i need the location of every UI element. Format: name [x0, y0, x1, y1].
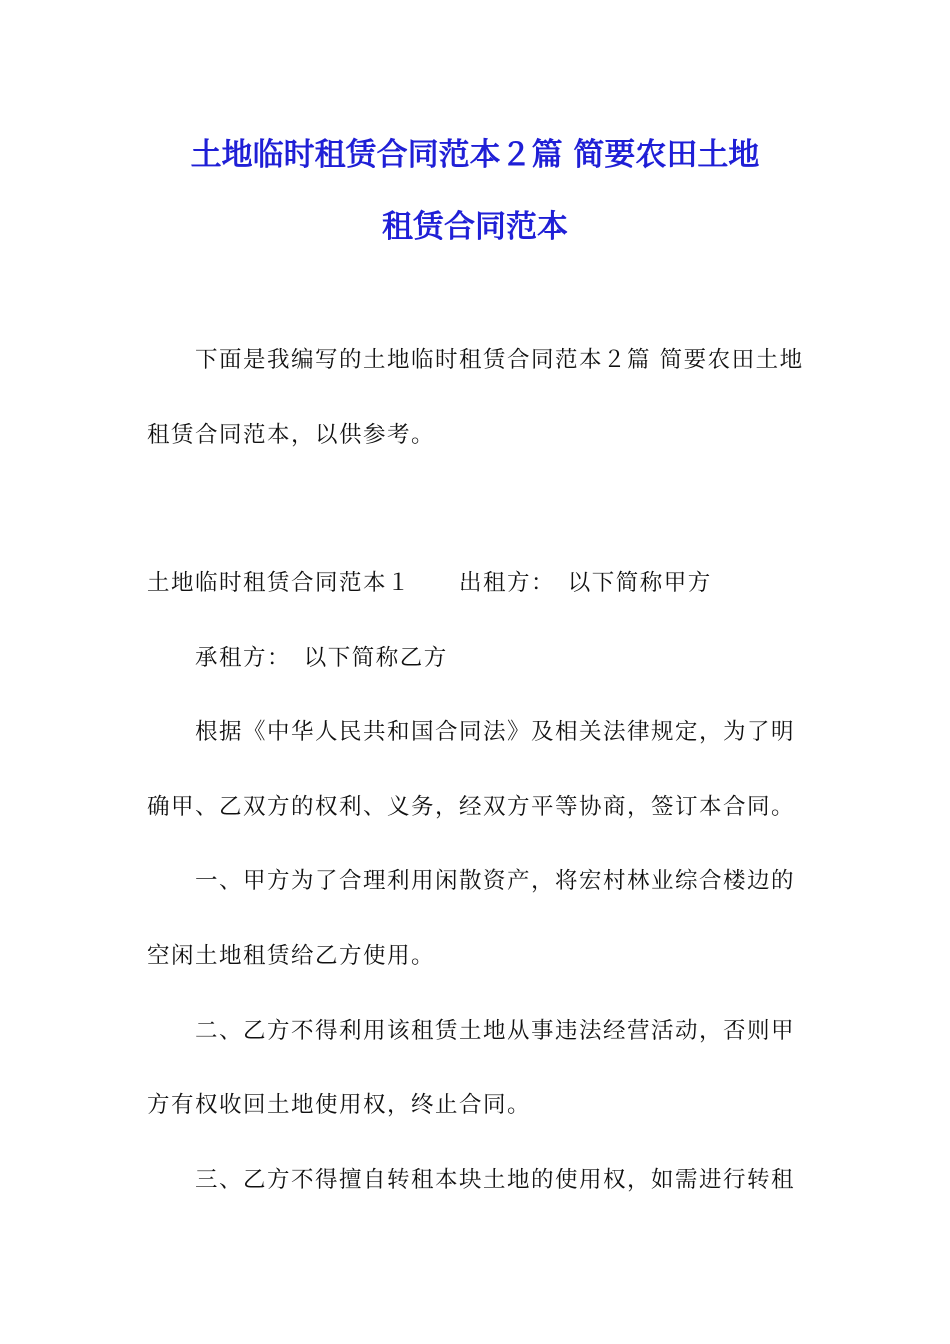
- basis-paragraph-line-1: 根据《中华人民共和国合同法》及相关法律规定，为了明: [195, 719, 796, 745]
- clause-1-line-2: 空闲土地租赁给乙方使用。: [147, 943, 436, 969]
- intro-paragraph-line-2: 租赁合同范本，以供参考。: [147, 422, 436, 448]
- clause-2-line-2: 方有权收回土地使用权，终止合同。: [147, 1092, 532, 1118]
- clause-3-line-1: 三、乙方不得擅自转租本块土地的使用权，如需进行转租: [195, 1167, 796, 1193]
- contract-heading-line: 土地临时租赁合同范本１ 出租方： 以下简称甲方: [147, 570, 712, 596]
- clause-2-line-1: 二、乙方不得利用该租赁土地从事违法经营活动，否则甲: [195, 1018, 796, 1044]
- lessee-line: 承租方： 以下简称乙方: [195, 645, 448, 671]
- basis-paragraph-line-2: 确甲、乙双方的权利、义务，经双方平等协商，签订本合同。: [147, 794, 796, 820]
- document-title-line-1: 土地临时租赁合同范本２篇 简要农田土地: [190, 137, 760, 173]
- clause-1-line-1: 一、甲方为了合理利用闲散资产，将宏村林业综合楼边的: [195, 868, 796, 894]
- document-title-line-2: 租赁合同范本: [382, 209, 568, 245]
- intro-paragraph-line-1: 下面是我编写的土地临时租赁合同范本２篇 简要农田土地: [195, 347, 804, 373]
